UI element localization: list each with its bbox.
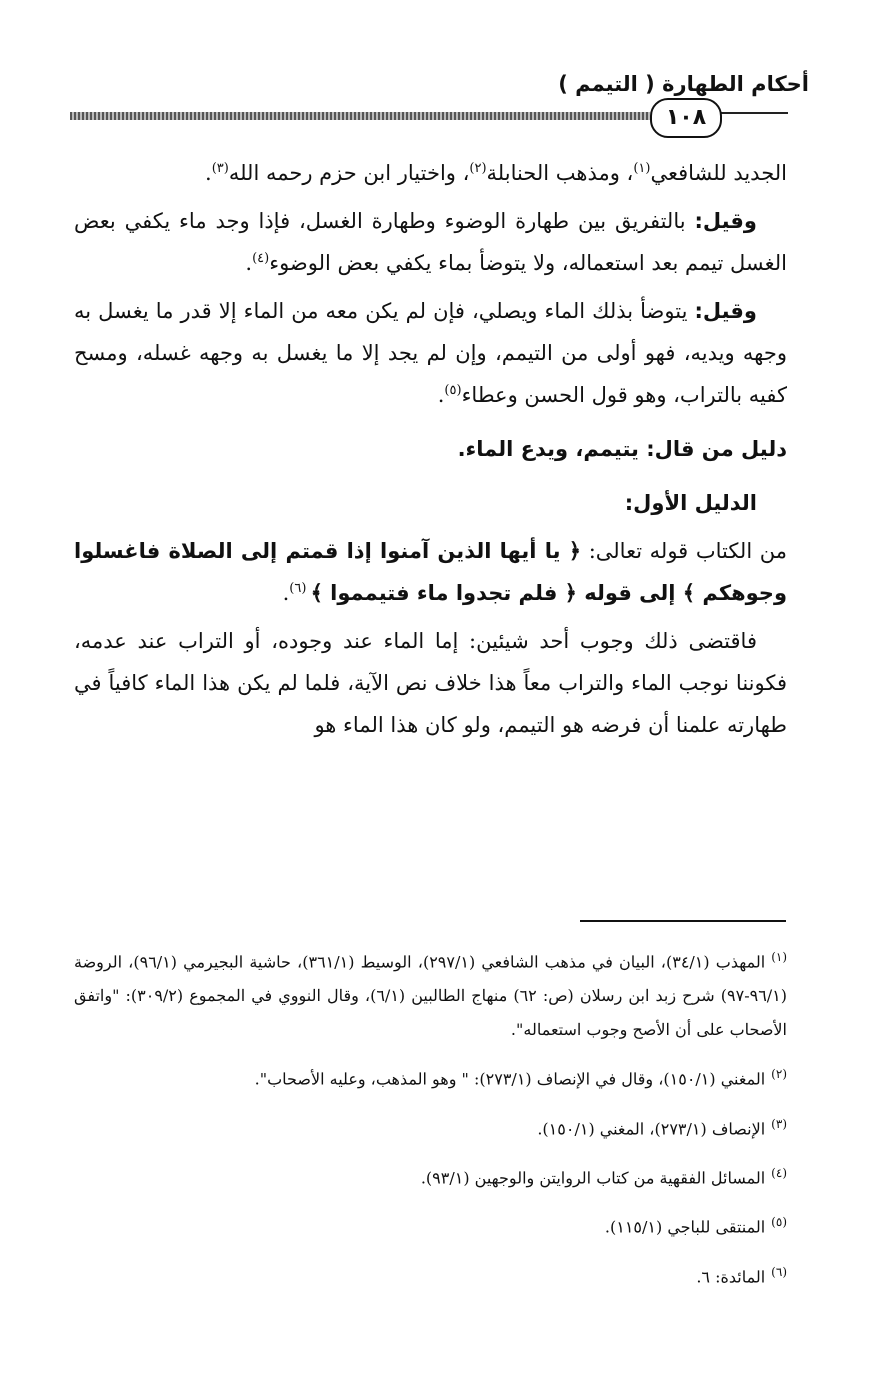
footnote-rule [580,920,786,922]
subsection-heading: الدليل الأول: [624,491,757,515]
lead-word: وقيل: [694,209,757,233]
running-title: أحكام الطهارة ( التيمم ) [558,72,809,96]
footnote: $^{(٢)}$المغني (١٥٠/١)، وقال في الإنصاف (٢٧٣/١): " وهو المذهب، وعليه الأصحاب". [254,1067,787,1089]
footnotes [74,940,787,1304]
footnote-ref: (٥) [444,383,462,398]
footnote: $^{(١)}$المهذب (٣٤/١)، البيان في مذهب الشافعي (٢٩٧/١)، الوسيط (٣٦١/١)، حاشية البجيرمي (٩٦/١)، الروضة (٩٦/١-٩٧) شرح زبد ابن رسلان (ص: ٦٢) منهاج الطالبين (٦/١)، وقال النووي في المجموع (٣٠٩/٢): "واتفق الأصحاب على أن الأصح وجوب استعماله". [74,950,788,1040]
paragraph-4: من الكتاب قوله تعالى: ﴿ يا أيها الذين آمنوا إذا قمتم إلى الصلاة فاغسلوا وجوهكم ﴾ إلى قوله ﴿ فلم تجدوا ماء فتيمموا ﴾ $^{(٦)}$. [74,539,787,605]
quran-verse: ﴿ يا أيها الذين آمنوا إذا قمتم إلى الصلاة فاغسلوا وجوهكم ﴾ [74,539,787,605]
footnote: $^{(٦)}$المائدة: ٦. [696,1264,787,1286]
footnote: $^{(٥)}$المنتقى للباجي (١١٥/١). [604,1215,787,1237]
footnote-ref: (١) [633,161,651,176]
header-rule-right [718,112,788,114]
main-text [74,152,787,752]
footnote: $^{(٤)}$المسائل الفقهية من كتاب الروايتن والوجهين (٩٣/١). [420,1165,787,1188]
quran-verse: ﴿ فلم تجدوا ماء فتيمموا ﴾ [310,581,577,605]
paragraph-1: الجديد للشافعي$^{(١)}$، ومذهب الحنابلة$^{(٢)}$، واختيار ابن حزم رحمه الله$^{(٣)}$. [205,161,787,185]
paragraph-5: فاقتضى ذلك وجوب أحد شيئين: إما الماء عند وجوده، أو التراب عند عدمه، فكوننا نوجب الماء والتراب معاً هذا خلاف نص الآية، فلما لم يكن هذا الماء كافياً في طهارته علمنا أن فرضه هو التيمم، ولو كان هذا الماء هو [74,629,787,737]
paragraph-3: وقيل: يتوضأ بذلك الماء ويصلي، فإن لم يكن معه من الماء إلا قدر ما يغسل به وجهه ويديه، فهو أولى من التيمم، وإن لم يجد إلا ما يغسل به وجهه غسله، ومسح كفيه بالتراب، وهو قول الحسن وعطاء$^{(٥)}$. [74,299,787,407]
footnote-ref: (٤) [252,251,270,266]
footnote-ref: (٦) [289,581,311,596]
footnote-ref: (٣) [211,161,229,176]
paragraph-2: وقيل: بالتفريق بين طهارة الوضوء وطهارة الغسل، فإذا وجد ماء يكفي بعض الغسل تيمم بعد استعماله، ولا يتوضأ بماء يكفي بعض الوضوء$^{(٤)}$. [74,209,787,275]
header-rule [70,112,650,120]
lead-word: وقيل: [694,299,757,323]
section-heading: دليل من قال: يتيمم، ويدع الماء. [457,437,787,461]
footnote-ref: (٢) [469,161,487,176]
page-number: ١٠٨ [650,98,722,138]
footnote: $^{(٣)}$الإنصاف (٢٧٣/١)، المغني (١٥٠/١). [537,1116,787,1138]
